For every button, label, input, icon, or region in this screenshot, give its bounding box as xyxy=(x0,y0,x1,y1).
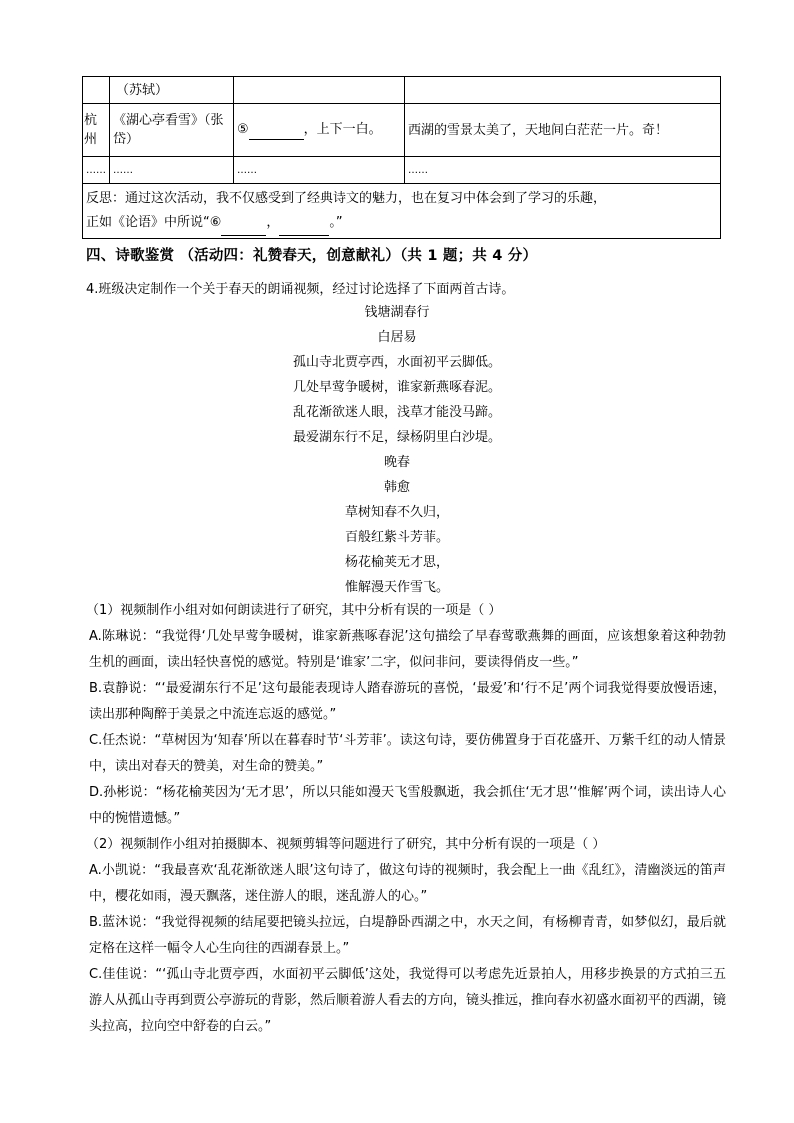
poem-title: 钱塘湖春行 xyxy=(364,305,430,320)
poems-block xyxy=(0,300,794,600)
table-cell xyxy=(405,77,721,104)
feeling-cell: 西湖的雪景太美了，天地间白茫茫一片。奇！ xyxy=(408,122,669,138)
poem-line: 草树知春不久归， xyxy=(344,505,449,520)
question-1-title: （1）视频制作小组对如何朗读进行了研究，其中分析有误的一项是（ ） xyxy=(86,603,502,618)
poem-line: 乱花渐欲迷人眼，浅草才能没马蹄。 xyxy=(292,405,501,420)
fill-blank-6b[interactable] xyxy=(279,211,329,236)
table-cell xyxy=(234,77,405,104)
questions-block xyxy=(86,598,726,1040)
poem-author: 白居易 xyxy=(377,330,417,345)
reflection-suffix: 。” xyxy=(329,214,343,230)
poem-line: 最爱湖东行不足，绿杨阴里白沙堤。 xyxy=(292,430,501,445)
blank-number: ⑤ xyxy=(237,122,249,137)
table-cell xyxy=(405,157,721,184)
reflection-line-2 xyxy=(86,211,717,236)
place-cell: 杭州 xyxy=(84,113,98,147)
question-intro: 4.班级决定制作一个关于春天的朗诵视频，经过讨论选择了下面两首古诗。 xyxy=(86,282,515,297)
table-cell xyxy=(234,104,405,157)
table-cell xyxy=(110,77,234,104)
poetry-review-table xyxy=(82,76,721,239)
table-cell xyxy=(110,157,234,184)
question-1-option-c: C.任杰说：“草树因为‘知春’所以在暮春时节‘斗芳菲’。读这句诗，要仿佛置身于百花盛开、万紫千红的动人情景中，读出对春天的赞美，对生命的赞美。” xyxy=(89,733,726,774)
poem-line-cell: ，上下一白。 xyxy=(303,122,382,137)
question-1-option-b: B.袁静说：“‘最爱湖东行不足’这句最能表现诗人踏春游玩的喜悦，‘最爱’和‘行不足’两个词我觉得要放慢语速，读出那种陶醉于美景之中流连忘返的感觉。” xyxy=(89,681,726,722)
poem-title-cell: 《湖心亭看雪》（张岱） xyxy=(113,113,224,147)
reflection-cell xyxy=(83,184,721,239)
ellipsis-cell: …… xyxy=(86,164,106,176)
poem-line: 孤山寺北贾亭西，水面初平云脚低。 xyxy=(292,355,501,370)
ellipsis-cell: …… xyxy=(113,164,133,176)
section-heading: 四、诗歌鉴赏 （活动四：礼赞春天，创意献礼）（共 1 题；共 4 分） xyxy=(86,248,538,264)
table-cell xyxy=(234,157,405,184)
table-row xyxy=(83,77,721,104)
poem-line: 百般红紫斗芳菲。 xyxy=(344,530,449,545)
table-cell xyxy=(110,104,234,157)
poem-line: 几处早莺争暖树，谁家新燕啄春泥。 xyxy=(292,380,501,395)
question-2-option-b: B.蓝沐说：“我觉得视频的结尾要把镜头拉远，白堤静卧西湖之中，水天之间，有杨柳青青，如梦似幻，最后就定格在这样一幅令人心生向往的西湖春景上。” xyxy=(89,915,726,956)
fill-blank-5[interactable] xyxy=(249,120,304,140)
question-1-option-d: D.孙彬说：“杨花榆荚因为‘无才思’，所以只能如漫天飞雪般飘逝，我会抓住‘无才思’‘惟解’两个词，读出诗人心中的惋惜遗憾。” xyxy=(89,785,726,826)
question-1-option-a: A.陈琳说：“我觉得‘几处早莺争暖树，谁家新燕啄春泥’这句描绘了早春莺歌燕舞的画面，应该想象着这种勃勃生机的画面，读出轻快喜悦的感觉。特别是‘谁家’二字，似问非问，要读得俏皮一些。” xyxy=(89,629,726,670)
reflection-comma: ， xyxy=(266,214,280,230)
poem-title-cell: （苏轼） xyxy=(116,82,169,98)
table-row xyxy=(83,184,721,239)
poem-line: 惟解漫天作雪飞。 xyxy=(344,580,449,595)
question-2-option-a: A.小凯说：“我最喜欢‘乱花渐欲迷人眼’这句诗了，做这句诗的视频时，我会配上一曲《乱红》，清幽淡远的笛声中，樱花如雨，漫天飘落，迷住游人的眼，迷乱游人的心。” xyxy=(89,863,726,904)
fill-blank-6a[interactable] xyxy=(221,211,266,236)
table-cell xyxy=(83,77,110,104)
table-row xyxy=(83,157,721,184)
poem-line: 杨花榆荚无才思， xyxy=(344,555,449,570)
poem-author: 韩愈 xyxy=(383,480,410,495)
table-cell xyxy=(83,104,110,157)
table-cell xyxy=(83,157,110,184)
reflection-line-1: 反思：通过这次活动，我不仅感受到了经典诗文的魅力，也在复习中体会到了学习的乐趣， xyxy=(86,190,607,206)
ellipsis-cell: …… xyxy=(408,164,428,176)
table-cell xyxy=(405,104,721,157)
table-row xyxy=(83,104,721,157)
reflection-prefix: 正如《论语》中所说“⑥ xyxy=(86,214,222,230)
ellipsis-cell: …… xyxy=(237,164,257,176)
poem-title: 晚春 xyxy=(383,455,410,470)
question-2-option-c: C.佳佳说：“‘孤山寺北贾亭西，水面初平云脚低’这处，我觉得可以考虑先近景拍人，用移步换景的方式拍三五游人从孤山寺再到贾公亭游玩的背影，然后顺着游人看去的方向，镜头推远，推向春水初盛水面初平的西湖，镜头拉高，拉向空中舒卷的白云。” xyxy=(89,967,727,1034)
question-2-title: （2）视频制作小组对拍摄脚本、视频剪辑等问题进行了研究，其中分析有误的一项是（ ） xyxy=(86,837,606,852)
